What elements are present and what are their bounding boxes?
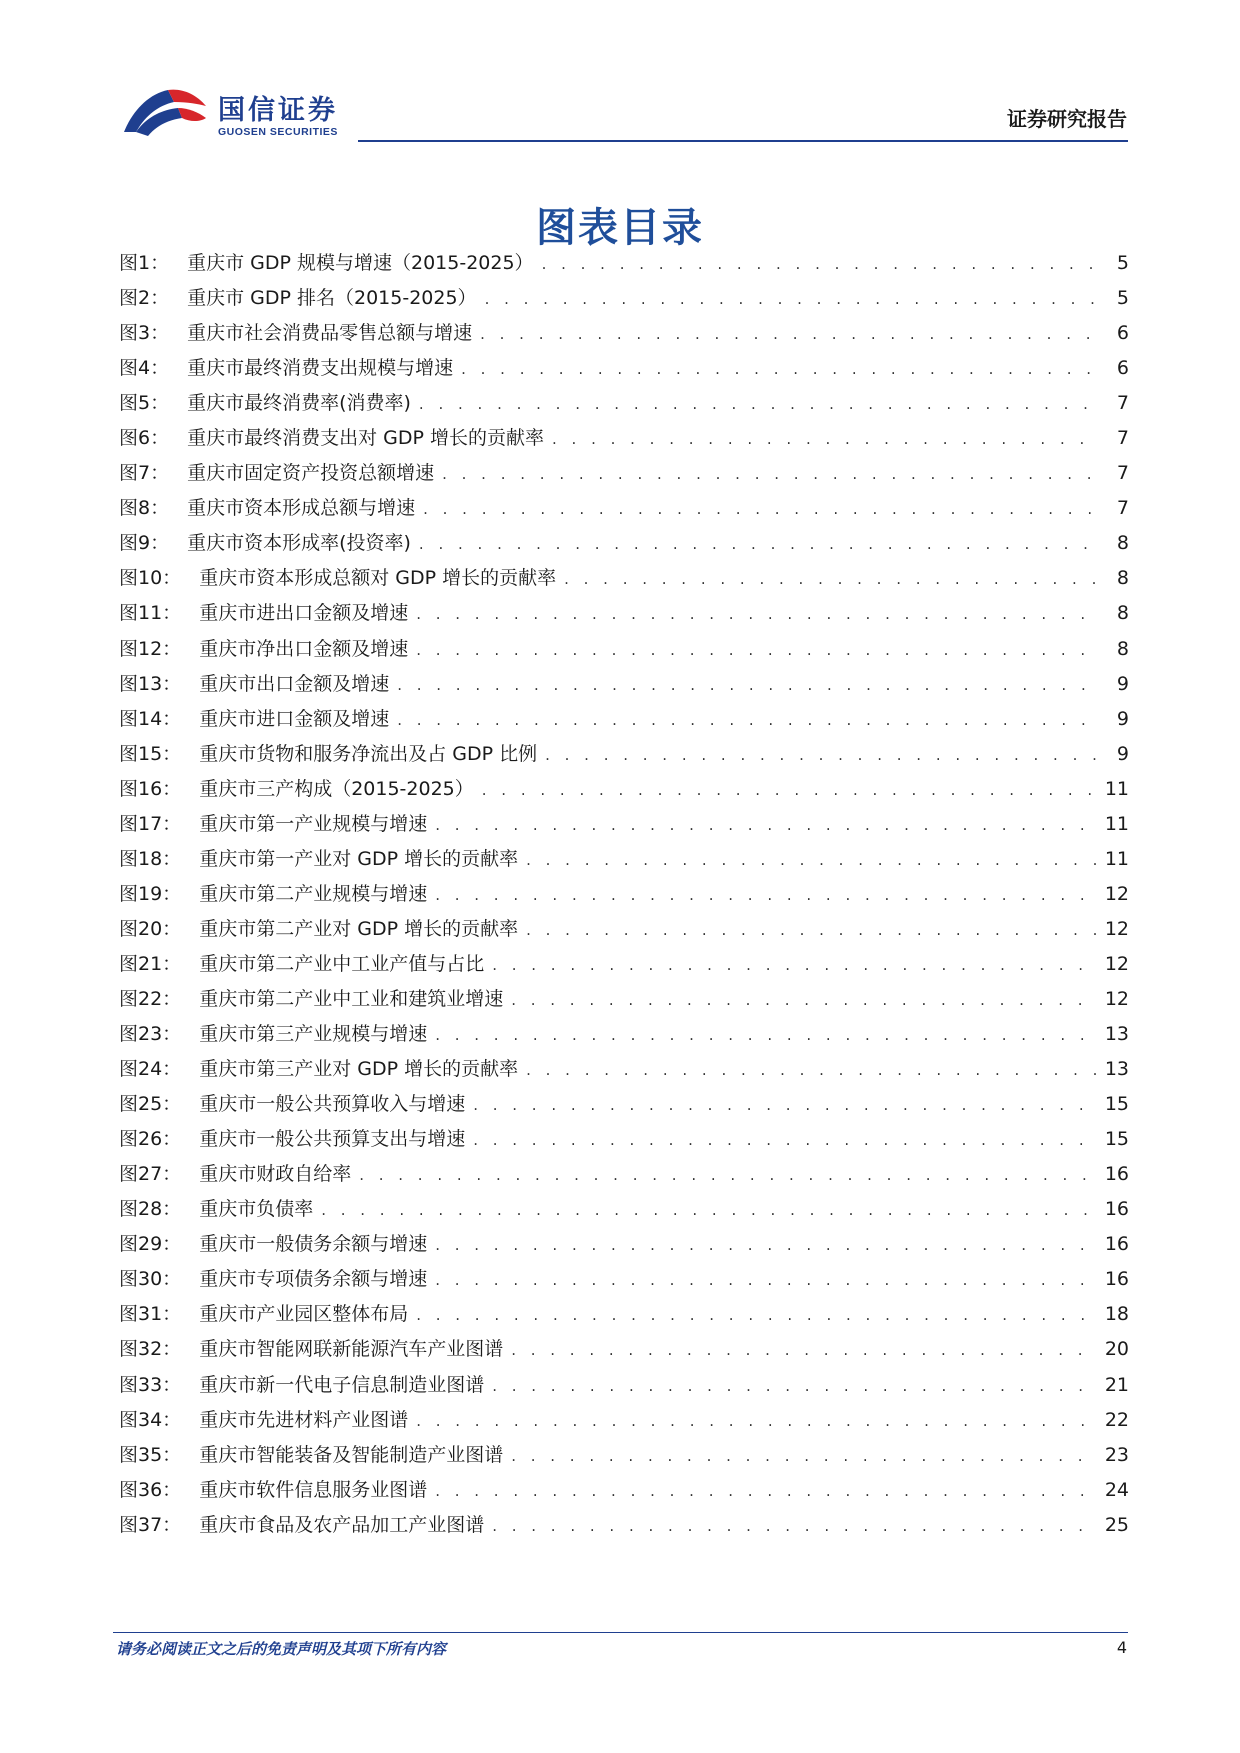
figure-toc	[119, 246, 1129, 1543]
toc-entry-label: 图30：	[119, 1268, 182, 1291]
toc-entry-page: 12	[1104, 882, 1129, 905]
toc-entry-label: 图21：	[119, 952, 182, 975]
toc-entry-label: 图22：	[119, 987, 182, 1010]
toc-entry-label: 图9：	[119, 532, 170, 555]
toc-leader-dots	[435, 1263, 1097, 1298]
toc-entry-title: 重庆市资本形成总额对 GDP 增长的贡献率	[199, 567, 557, 590]
toc-entry[interactable]	[119, 632, 1129, 667]
toc-leader-dots	[416, 633, 1099, 668]
toc-entry[interactable]	[119, 1297, 1129, 1332]
toc-entry-label: 图4：	[119, 357, 170, 380]
toc-entry-label: 图11：	[119, 602, 182, 625]
toc-entry-page: 23	[1104, 1443, 1129, 1466]
toc-entry[interactable]	[119, 772, 1129, 807]
toc-entry[interactable]	[119, 667, 1129, 702]
toc-entry[interactable]	[119, 842, 1129, 877]
toc-entry-page: 6	[1116, 357, 1129, 380]
footer-disclaimer: 请务必阅读正文之后的免责声明及其项下所有内容	[116, 1640, 447, 1658]
toc-leader-dots	[492, 1369, 1097, 1404]
toc-entry-label: 图34：	[119, 1408, 182, 1431]
toc-entry-label: 图23：	[119, 1023, 182, 1046]
toc-entry-title: 重庆市软件信息服务业图谱	[199, 1478, 428, 1501]
toc-entry-title: 重庆市最终消费支出对 GDP 增长的贡献率	[187, 427, 544, 450]
brand-name-en: GUOSEN SECURITIES	[218, 126, 338, 138]
toc-entry-page: 6	[1116, 322, 1129, 345]
toc-entry-title: 重庆市第二产业中工业产值与占比	[199, 952, 485, 975]
toc-leader-dots	[435, 1474, 1097, 1509]
toc-entry-label: 图2：	[119, 287, 170, 310]
toc-leader-dots	[419, 527, 1099, 562]
toc-entry-page: 5	[1116, 252, 1129, 274]
toc-entry-title: 重庆市一般债务余额与增速	[199, 1233, 428, 1256]
toc-leader-dots	[482, 773, 1097, 808]
toc-entry[interactable]	[119, 1052, 1129, 1087]
toc-entry-page: 11	[1104, 777, 1129, 800]
toc-entry[interactable]	[119, 1508, 1129, 1543]
toc-entry-label: 图3：	[119, 322, 170, 345]
toc-entry-page: 20	[1104, 1338, 1129, 1361]
toc-leader-dots	[397, 703, 1099, 738]
toc-entry-label: 图35：	[119, 1443, 182, 1466]
toc-leader-dots	[480, 317, 1099, 352]
toc-entry-label: 图32：	[119, 1338, 182, 1361]
toc-entry-title: 重庆市负债率	[199, 1198, 314, 1221]
toc-entry-title: 重庆市 GDP 规模与增速（2015-2025）	[187, 252, 534, 274]
toc-entry[interactable]	[119, 702, 1129, 737]
toc-entry-page: 8	[1116, 532, 1129, 555]
toc-leader-dots	[321, 1193, 1097, 1228]
toc-entry-page: 22	[1104, 1408, 1129, 1431]
toc-leader-dots	[511, 983, 1097, 1018]
toc-entry-title: 重庆市社会消费品零售总额与增速	[187, 322, 473, 345]
toc-entry-label: 图12：	[119, 637, 182, 660]
toc-entry-title: 重庆市新一代电子信息制造业图谱	[199, 1373, 485, 1396]
toc-entry[interactable]	[119, 1438, 1129, 1473]
toc-leader-dots	[473, 1123, 1097, 1158]
toc-entry-title: 重庆市 GDP 排名（2015-2025）	[187, 287, 477, 310]
toc-entry-page: 5	[1116, 287, 1129, 310]
toc-leader-dots	[526, 913, 1097, 948]
toc-entry-title: 重庆市最终消费率(消费率)	[187, 392, 411, 415]
toc-entry[interactable]	[119, 456, 1129, 491]
toc-entry[interactable]	[119, 1262, 1129, 1297]
toc-entry-title: 重庆市资本形成率(投资率)	[187, 532, 411, 555]
toc-entry[interactable]	[119, 281, 1129, 316]
toc-entry[interactable]	[119, 947, 1129, 982]
toc-entry-page: 12	[1104, 987, 1129, 1010]
toc-leader-dots	[435, 808, 1097, 843]
toc-entry-label: 图27：	[119, 1163, 182, 1186]
toc-entry-label: 图7：	[119, 462, 170, 485]
toc-leader-dots	[435, 878, 1097, 913]
toc-entry[interactable]	[119, 1473, 1129, 1508]
toc-entry-label: 图28：	[119, 1198, 182, 1221]
toc-entry[interactable]	[119, 421, 1129, 456]
toc-leader-dots	[526, 1053, 1097, 1088]
toc-entry[interactable]	[119, 386, 1129, 421]
toc-entry[interactable]	[119, 982, 1129, 1017]
toc-entry[interactable]	[119, 491, 1129, 526]
toc-leader-dots	[545, 738, 1099, 773]
toc-entry-title: 重庆市第一产业对 GDP 增长的贡献率	[199, 847, 519, 870]
toc-leader-dots	[492, 948, 1097, 983]
toc-entry-label: 图13：	[119, 672, 182, 695]
toc-entry-label: 图20：	[119, 917, 182, 940]
toc-entry-label: 图24：	[119, 1058, 182, 1081]
toc-entry[interactable]	[119, 1087, 1129, 1122]
toc-entry[interactable]	[119, 1122, 1129, 1157]
toc-entry[interactable]	[119, 351, 1129, 386]
guosen-logo	[122, 88, 362, 144]
toc-leader-dots	[511, 1439, 1097, 1474]
toc-leader-dots	[435, 1228, 1097, 1263]
toc-entry-title: 重庆市固定资产投资总额增速	[187, 462, 435, 485]
toc-entry-title: 重庆市资本形成总额与增速	[187, 497, 416, 520]
toc-entry-title: 重庆市出口金额及增速	[199, 672, 390, 695]
toc-entry[interactable]	[119, 1157, 1129, 1192]
toc-entry[interactable]	[119, 246, 1129, 281]
toc-entry-title: 重庆市财政自给率	[199, 1163, 352, 1186]
toc-entry-title: 重庆市智能网联新能源汽车产业图谱	[199, 1338, 504, 1361]
toc-entry-page: 12	[1104, 952, 1129, 975]
toc-entry-title: 重庆市先进材料产业图谱	[199, 1408, 409, 1431]
toc-entry-page: 9	[1116, 742, 1129, 765]
toc-entry-page: 12	[1104, 917, 1129, 940]
toc-leader-dots	[492, 1509, 1097, 1544]
toc-entry-page: 13	[1104, 1058, 1129, 1081]
toc-entry-page: 16	[1104, 1198, 1129, 1221]
toc-entry[interactable]	[119, 596, 1129, 631]
toc-leader-dots	[423, 492, 1099, 527]
toc-leader-dots	[442, 457, 1099, 492]
toc-entry-label: 图17：	[119, 812, 182, 835]
toc-entry-title: 重庆市一般公共预算支出与增速	[199, 1128, 466, 1151]
toc-entry-label: 图26：	[119, 1128, 182, 1151]
toc-entry-title: 重庆市第二产业对 GDP 增长的贡献率	[199, 917, 519, 940]
toc-entry-page: 18	[1104, 1303, 1129, 1326]
toc-entry[interactable]	[119, 1227, 1129, 1262]
report-type: 证券研究报告	[1007, 107, 1127, 131]
toc-entry[interactable]	[119, 807, 1129, 842]
toc-entry-label: 图15：	[119, 742, 182, 765]
toc-entry-title: 重庆市第三产业规模与增速	[199, 1023, 428, 1046]
brand-name-cn: 国信证券	[218, 95, 338, 126]
toc-entry-page: 9	[1116, 707, 1129, 730]
footer-divider	[113, 1632, 1128, 1633]
toc-entry-title: 重庆市产业园区整体布局	[199, 1303, 409, 1326]
toc-entry-page: 21	[1104, 1373, 1129, 1396]
toc-entry-label: 图19：	[119, 882, 182, 905]
header-divider	[358, 140, 1128, 142]
guosen-logo-icon	[122, 88, 212, 140]
toc-entry-title: 重庆市智能装备及智能制造产业图谱	[199, 1443, 504, 1466]
toc-entry-page: 11	[1104, 812, 1129, 835]
toc-entry-title: 重庆市净出口金额及增速	[199, 637, 409, 660]
toc-entry-label: 图8：	[119, 497, 170, 520]
toc-entry-page: 24	[1104, 1478, 1129, 1501]
toc-leader-dots	[397, 668, 1099, 703]
toc-entry-label: 图36：	[119, 1478, 182, 1501]
toc-entry-label: 图37：	[119, 1513, 182, 1536]
toc-entry-title: 重庆市最终消费支出规模与增速	[187, 357, 454, 380]
toc-entry-label: 图6：	[119, 427, 170, 450]
toc-entry-page: 13	[1104, 1023, 1129, 1046]
toc-leader-dots	[542, 247, 1099, 282]
toc-entry-title: 重庆市第三产业对 GDP 增长的贡献率	[199, 1058, 519, 1081]
toc-entry-page: 16	[1104, 1233, 1129, 1256]
toc-entry-page: 11	[1104, 847, 1129, 870]
toc-entry[interactable]	[119, 561, 1129, 596]
toc-entry[interactable]	[119, 1332, 1129, 1367]
toc-entry-title: 重庆市进口金额及增速	[199, 707, 390, 730]
toc-entry-title: 重庆市第一产业规模与增速	[199, 812, 428, 835]
toc-leader-dots	[461, 352, 1099, 387]
toc-entry[interactable]	[119, 1192, 1129, 1227]
toc-entry[interactable]	[119, 877, 1129, 912]
toc-entry-page: 7	[1116, 497, 1129, 520]
toc-leader-dots	[485, 282, 1099, 317]
page-header	[0, 0, 1240, 150]
toc-entry-page: 8	[1116, 567, 1129, 590]
toc-leader-dots	[419, 387, 1099, 422]
toc-entry[interactable]	[119, 1403, 1129, 1438]
toc-entry[interactable]	[119, 737, 1129, 772]
toc-entry[interactable]	[119, 526, 1129, 561]
toc-entry[interactable]	[119, 1017, 1129, 1052]
toc-entry-label: 图16：	[119, 777, 182, 800]
toc-entry-page: 15	[1104, 1128, 1129, 1151]
toc-entry-label: 图29：	[119, 1233, 182, 1256]
toc-entry-label: 图14：	[119, 707, 182, 730]
toc-entry-page: 9	[1116, 672, 1129, 695]
toc-leader-dots	[552, 422, 1099, 457]
toc-leader-dots	[526, 843, 1097, 878]
toc-entry-page: 8	[1116, 602, 1129, 625]
toc-entry-page: 8	[1116, 637, 1129, 660]
toc-entry[interactable]	[119, 912, 1129, 947]
toc-leader-dots	[473, 1088, 1097, 1123]
toc-entry-page: 15	[1104, 1093, 1129, 1116]
toc-entry-title: 重庆市专项债务余额与增速	[199, 1268, 428, 1291]
toc-entry-label: 图25：	[119, 1093, 182, 1116]
toc-entry-title: 重庆市三产构成（2015-2025）	[199, 777, 474, 800]
toc-entry-label: 图33：	[119, 1373, 182, 1396]
toc-leader-dots	[416, 1404, 1097, 1439]
toc-leader-dots	[416, 1298, 1097, 1333]
toc-entry-label: 图31：	[119, 1303, 182, 1326]
toc-entry-page: 7	[1116, 462, 1129, 485]
toc-entry-title: 重庆市货物和服务净流出及占 GDP 比例	[199, 742, 538, 765]
toc-entry-page: 7	[1116, 427, 1129, 450]
toc-entry-page: 7	[1116, 392, 1129, 415]
toc-entry-title: 重庆市进出口金额及增速	[199, 602, 409, 625]
toc-entry-page: 16	[1104, 1268, 1129, 1291]
page-title: 图表目录	[536, 205, 704, 251]
toc-entry-title: 重庆市第二产业中工业和建筑业增速	[199, 987, 504, 1010]
toc-entry-page: 16	[1104, 1163, 1129, 1186]
toc-leader-dots	[511, 1333, 1097, 1368]
toc-entry-title: 重庆市食品及农产品加工产业图谱	[199, 1513, 485, 1536]
toc-entry[interactable]	[119, 1368, 1129, 1403]
toc-entry-title: 重庆市一般公共预算收入与增速	[199, 1093, 466, 1116]
toc-leader-dots	[435, 1018, 1097, 1053]
page-number: 4	[1116, 1638, 1127, 1657]
toc-entry-title: 重庆市第二产业规模与增速	[199, 882, 428, 905]
toc-leader-dots	[416, 597, 1099, 632]
toc-entry-page: 25	[1104, 1513, 1129, 1536]
toc-entry-label: 图1：	[119, 252, 170, 274]
toc-leader-dots	[564, 562, 1099, 597]
toc-entry[interactable]	[119, 316, 1129, 351]
toc-entry-label: 图18：	[119, 847, 182, 870]
toc-leader-dots	[359, 1158, 1097, 1193]
toc-entry-label: 图5：	[119, 392, 170, 415]
toc-entry-label: 图10：	[119, 567, 182, 590]
